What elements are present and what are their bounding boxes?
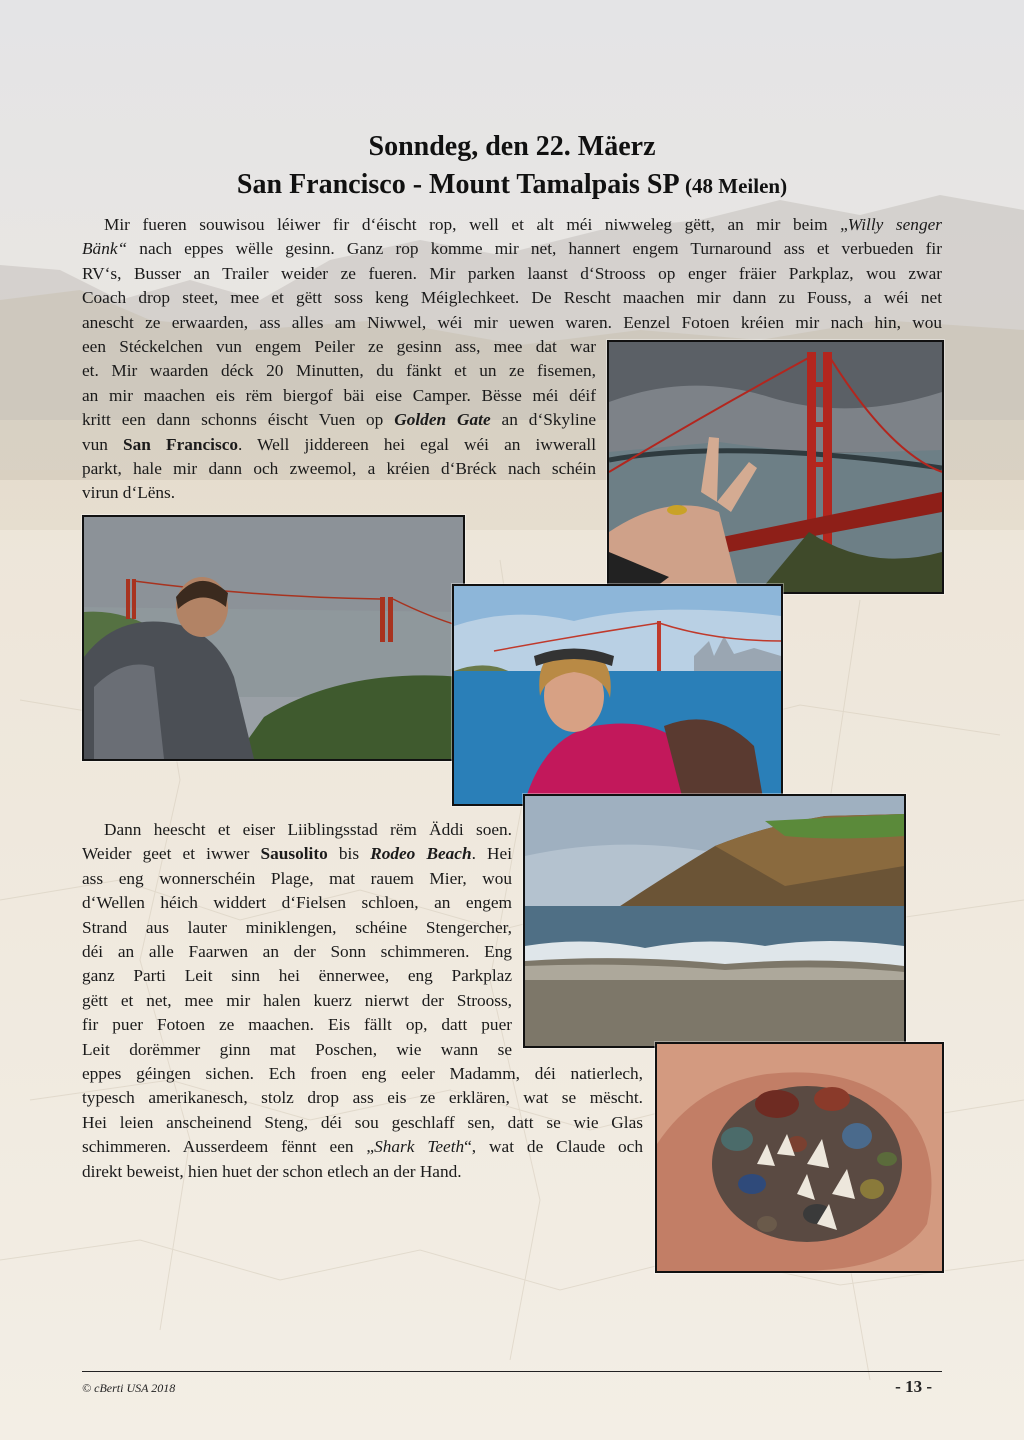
p1-text: Mir fueren souwisou léiwer fir d‘éischt rop, well et alt méi niwweleg gëtt, an mir beim „: [104, 215, 848, 234]
p1-line: [82, 237, 942, 261]
p1-text: nach eppes wëlle gesinn. Ganz rop komme mir net, hannert engem Turnaround ass et verbueden fir: [127, 239, 942, 259]
photo-man-viewpoint: [82, 515, 465, 761]
p2-text: “, wat de Claude och: [464, 1137, 643, 1157]
p1-bold-italic: Golden Gate: [394, 410, 491, 430]
title-line-1: Sonndeg, den 22. Mäerz: [368, 131, 656, 162]
p1-text: an d‘Skyline: [490, 410, 596, 430]
route-subtitle: [0, 168, 1024, 203]
p2-line: Leit dorëmmer ginn mat Poschen, wie wann se: [82, 1039, 512, 1059]
p2-bold-italic: Rodeo Beach: [370, 844, 472, 864]
footer-divider: [82, 1371, 942, 1372]
p2-line: gëtt et net, mee mir halen kuerz nierwt der Strooss,: [82, 990, 512, 1010]
p1-line: an mir maachen eis rëm biergof bäi eise Camper. Bësse méi déif: [82, 385, 596, 405]
p1-line: et. Mir waarden déck 20 Minutten, du fänkt et un ze fisemen,: [82, 361, 596, 381]
photo-rodeo-beach: [523, 794, 906, 1048]
paragraph-1: [82, 213, 942, 335]
p1-text: . Well jiddereen hei egal wéi an iwwerall: [238, 434, 597, 454]
paragraph-1-continued: [82, 335, 596, 506]
p1-italic: Willy senger: [847, 215, 942, 234]
page-number: - 13 -: [895, 1377, 932, 1396]
p2-line: ass eng wonnerschéin Plage, mat rauem Mier, wou: [82, 868, 512, 888]
p2-line: déi an alle Faarwen an der Sonn schimmeren. Eng: [82, 942, 512, 962]
p1-line: [82, 213, 942, 237]
photo-stones-hand: [655, 1042, 944, 1273]
p2-line: [82, 1135, 643, 1159]
photo-golden-gate-hand: [607, 340, 944, 594]
p2-line: eppes géingen sichen. Ech froen eng eeler Madamm, déi natierlech,: [82, 1064, 643, 1083]
p2-line: Hei leien anscheinend Steng, déi sou geschlaff sen, datt se wie Glas: [82, 1112, 643, 1132]
p2-line: Dann heescht et eiser Liiblingsstad rëm Äddi soen.: [104, 820, 512, 839]
p1-line: een Stéckelchen vun engem Peiler ze gesinn ass, mee dat war: [82, 337, 596, 356]
paragraph-2: [82, 818, 512, 1062]
paragraph-2-continued: [82, 1062, 643, 1184]
p1-line: anescht ze erwaarden, ass alles am Niwwel, wéi mir uewen waren. Eenzel Fotoen kréien mir nach hin, wou: [82, 312, 942, 332]
page-title: [0, 130, 1024, 164]
p2-italic: Shark Teeth: [374, 1137, 465, 1157]
p1-line: RV‘s, Busser an Trailer weider ze fueren. Mir parken laanst d‘Strooss op enger fräier Parkplaz, wou zwar: [82, 263, 942, 283]
p1-line: Coach drop steet, mee et gëtt soss keng Méiglechkeet. De Rescht maachen mir dann zu Fouss, a wéi net: [82, 288, 942, 308]
p2-line: typesch amerikanesch, stolz drop ass eis ze erklären, wat se mëscht.: [82, 1088, 643, 1108]
p2-line: ganz Parti Leit sinn hei ënnerwee, eng Parkplaz: [82, 966, 512, 986]
photo-woman-backpack: [452, 584, 783, 806]
p2-text: Weider geet et iwwer: [82, 844, 261, 864]
p1-bold: San Francisco: [123, 434, 239, 454]
copyright-notice: © cBerti USA 2018: [82, 1381, 176, 1395]
p1-text: kritt een dann schonns éischt Vuen op: [82, 410, 395, 430]
p1-line: [82, 408, 596, 432]
p2-line: [82, 842, 512, 866]
p2-text: schimmeren. Ausserdeem fënnt een „: [82, 1137, 375, 1157]
p2-line: d‘Wellen héich widdert d‘Fielsen schloen, an engem: [82, 893, 512, 913]
p1-italic: Bänk“: [82, 239, 128, 259]
p1-line: parkt, hale mir dann och zweemol, a kréien d‘Bréck nach schéin: [82, 459, 596, 479]
p2-line: fir puer Fotoen ze maachen. Eis fällt op, datt puer: [82, 1015, 512, 1035]
p1-line: virun d‘Lëns.: [82, 483, 176, 503]
p2-line: Strand aus lauter miniklengen, schéine Stengercher,: [82, 917, 512, 937]
p1-text: vun: [82, 434, 124, 454]
p2-text: . Hei: [471, 844, 513, 864]
title-line-2: San Francisco - Mount Tamalpais SP: [236, 169, 679, 200]
p1-line: [82, 433, 596, 457]
p2-line: direkt beweist, hien huet der schon etlech an der Hand.: [82, 1161, 462, 1181]
p2-bold: Sausolito: [260, 844, 328, 864]
distance-label: (48 Meilen): [685, 174, 788, 198]
p2-text: bis: [327, 844, 371, 864]
